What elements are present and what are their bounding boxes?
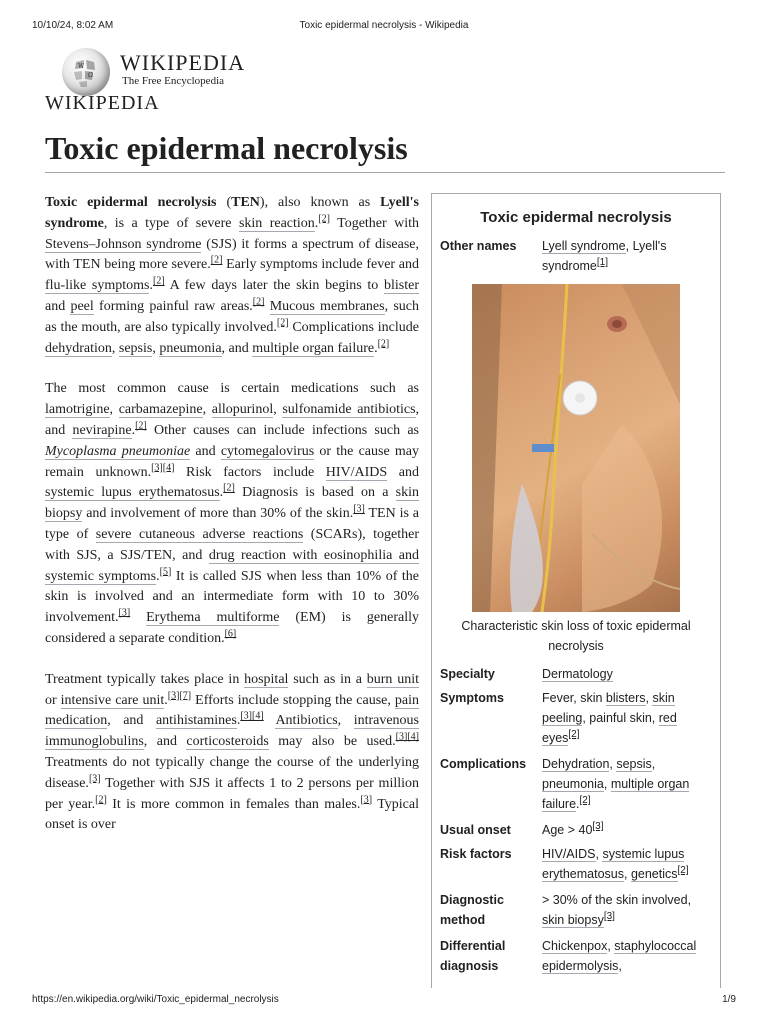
infobox-label: Usual onset xyxy=(440,823,511,837)
link-intensive-care-unit[interactable]: intensive care unit xyxy=(60,692,165,708)
link-skin-reaction[interactable]: skin reaction xyxy=(238,215,315,231)
link-mucous-membranes[interactable]: Mucous membranes xyxy=(269,298,385,314)
link-staphylococcal-epidermolysis[interactable]: staphylococcal epidermolysis xyxy=(542,939,697,973)
reference-link[interactable]: [2] xyxy=(377,337,390,349)
link-intravenous-immunoglobulins[interactable]: intravenous immunoglobulins xyxy=(45,713,420,750)
text: and xyxy=(190,443,221,459)
link-dress[interactable]: drug reaction with eosinophilia and systemic symptoms xyxy=(45,547,419,584)
text: Lyell's syndrome xyxy=(542,239,667,273)
text: It is called SJS when less than 10% of the skin is involved and an intermediate form with 10 to 30% involvement. xyxy=(45,568,420,626)
text: . xyxy=(374,340,378,356)
link-systemic-lupus[interactable]: systemic lupus erythematosus xyxy=(45,485,220,501)
infobox-label: Diagnostic method xyxy=(440,893,504,927)
infobox-row-complications xyxy=(432,754,720,814)
text: TEN is a type of xyxy=(45,506,420,542)
text: (SJS) it forms a spectrum of disease, with TEN being more severe. xyxy=(45,236,419,273)
link-scar[interactable]: severe cutaneous adverse reactions xyxy=(95,526,304,542)
link-dehydration[interactable]: Dehydration xyxy=(542,757,610,771)
link-antibiotics[interactable]: Antibiotics xyxy=(275,713,338,729)
print-page-title: Toxic epidermal necrolysis - Wikipedia xyxy=(299,20,469,31)
link-sepsis[interactable]: sepsis xyxy=(118,340,153,356)
text: such as in a xyxy=(288,671,367,687)
bold-term: TEN xyxy=(231,195,260,210)
text: forming painful raw areas. xyxy=(93,298,253,314)
link-burn-unit[interactable]: burn unit xyxy=(366,671,419,687)
text: Treatment typically takes place in xyxy=(45,671,245,687)
infobox-label: Specialty xyxy=(440,667,495,681)
reference-link[interactable]: [3] xyxy=(592,820,604,832)
text: Other causes can include infections such as xyxy=(146,422,419,438)
text: . xyxy=(219,485,224,501)
infobox xyxy=(431,193,721,988)
infobox-value: HIV/AIDS, systemic lupus erythematosus, genetics[2] xyxy=(542,847,689,881)
bold-term: Toxic epidermal necrolysis xyxy=(45,195,217,210)
link-corticosteroids[interactable]: corticosteroids xyxy=(186,734,269,750)
reference-link[interactable]: [5] xyxy=(159,565,172,577)
link-hiv-aids[interactable]: HIV/AIDS xyxy=(325,464,388,480)
infobox-image[interactable] xyxy=(472,284,680,612)
text: The most common cause is certain medications such as xyxy=(45,381,419,397)
paragraph-intro: Toxic epidermal necrolysis (TEN), also known as Lyell's syndrome, is a type of severe skin reaction.[2] Together with Stevens–Johnson syndrome (SJS) it forms a spectrum of disease, with TEN being more severe.[2] Early symptoms include fever and flu-like symptoms.[2] A few days later the skin begins to blister and peel forming painful raw areas.[2] Mucous membranes, such as the mouth, are also typically involved.[2] Complications include dehydration, sepsis, pneumonia, and multiple organ failure.[2] xyxy=(45,195,420,356)
reference-link[interactable]: [4] xyxy=(407,731,420,743)
link-dehydration[interactable]: dehydration xyxy=(45,340,112,356)
print-url: https://en.wikipedia.org/wiki/Toxic_epidermal_necrolysis xyxy=(32,994,279,1005)
text: . xyxy=(156,568,160,584)
text: may also be used. xyxy=(268,734,396,750)
skin-photo-illustration xyxy=(472,284,680,612)
infobox-label: Complications xyxy=(440,757,527,771)
text: . xyxy=(164,692,168,708)
link-skin-biopsy[interactable]: skin biopsy xyxy=(45,485,419,522)
text xyxy=(264,299,269,314)
link-systemic-lupus[interactable]: systemic lupus erythematosus xyxy=(542,847,685,881)
reference-link[interactable]: [2] xyxy=(276,317,289,329)
reference-link[interactable]: [3] xyxy=(88,773,101,785)
reference-link[interactable]: [4] xyxy=(252,710,264,722)
link-sepsis[interactable]: sepsis xyxy=(616,757,652,771)
text: ), also known as xyxy=(259,195,381,210)
text: , and xyxy=(221,340,253,356)
reference-link[interactable]: [2] xyxy=(252,296,265,308)
link-chickenpox[interactable]: Chickenpox xyxy=(542,939,608,953)
infobox-row-other-names xyxy=(432,236,720,276)
reference-link[interactable]: [3] xyxy=(360,793,373,805)
text: (EM) is generally considered a separate condition. xyxy=(45,610,419,646)
link-multiple-organ-failure[interactable]: multiple organ failure xyxy=(542,777,690,811)
text: , and xyxy=(45,402,420,438)
infobox-row-differential-diagnosis xyxy=(432,936,720,976)
svg-text:W: W xyxy=(78,63,85,70)
infobox-row-specialty xyxy=(432,664,720,684)
link-carbamazepine[interactable]: carbamazepine xyxy=(118,402,203,418)
text: or xyxy=(45,692,61,708)
wordmark: WIKIPEDIA xyxy=(120,50,246,75)
infobox-value xyxy=(542,820,712,840)
infobox-value xyxy=(542,236,712,276)
reference-link[interactable]: [2] xyxy=(135,420,147,432)
paragraph-causes xyxy=(45,379,419,649)
text: Early symptoms include fever and xyxy=(222,257,419,273)
link-lamotrigine[interactable]: lamotrigine xyxy=(45,402,110,418)
text: , xyxy=(109,402,119,418)
article-body xyxy=(45,193,419,856)
infobox-label: Symptoms xyxy=(440,691,504,705)
reference-link[interactable]: [6] xyxy=(224,628,237,640)
wikipedia-globe-icon xyxy=(62,48,110,96)
print-header xyxy=(0,0,768,48)
link-pneumonia[interactable]: pneumonia xyxy=(542,777,604,791)
link-mycoplasma-pneumoniae[interactable]: Mycoplasma pneumoniae xyxy=(45,443,191,459)
infobox-label: Risk factors xyxy=(440,847,512,861)
print-footer xyxy=(0,990,768,1010)
link-skin-biopsy[interactable]: skin biopsy xyxy=(542,913,604,927)
reference-link[interactable]: [3] xyxy=(118,607,131,619)
link-allopurinol[interactable]: allopurinol xyxy=(211,402,274,418)
svg-text:Ω: Ω xyxy=(88,72,93,79)
text: or the cause may remain unknown. xyxy=(45,443,419,480)
text xyxy=(130,610,146,625)
infobox-value xyxy=(542,890,712,930)
reference-link[interactable]: [4] xyxy=(162,461,175,473)
text: , xyxy=(645,691,653,705)
text: . xyxy=(236,713,241,729)
link-lyell-syndrome[interactable]: Lyell syndrome xyxy=(542,239,626,253)
text: Complications include xyxy=(288,319,420,335)
text: Age > 40 xyxy=(542,823,593,837)
tagline: The Free Encyclopedia xyxy=(122,75,225,87)
text: A few days later the skin begins to xyxy=(164,278,384,294)
infobox-value xyxy=(542,664,712,684)
infobox-value xyxy=(542,688,712,748)
text: Risk factors include xyxy=(174,464,326,480)
link-nevirapine[interactable]: nevirapine xyxy=(72,422,132,438)
text xyxy=(264,713,276,728)
text: Together with SJS it affects 1 to 2 persons per million per year. xyxy=(45,775,419,812)
text: and xyxy=(387,464,420,480)
print-date: 10/10/24, 8:02 AM xyxy=(32,20,114,31)
reference-link[interactable]: [2] xyxy=(223,482,235,494)
text: , is a type of severe xyxy=(103,215,239,231)
text: , xyxy=(152,340,160,356)
reference-link[interactable]: [3] xyxy=(151,461,163,473)
text: , painful skin, xyxy=(582,711,659,725)
text: , xyxy=(337,713,354,729)
link-hospital[interactable]: hospital xyxy=(244,671,289,687)
reference-link[interactable]: [2] xyxy=(318,213,330,225)
text: Together with xyxy=(329,215,419,231)
reference-link[interactable]: [7] xyxy=(179,689,192,701)
infobox-label: Differential diagnosis xyxy=(440,939,506,973)
infobox-row-symptoms xyxy=(432,688,720,748)
reference-link[interactable]: [3] xyxy=(603,910,615,922)
reference-link[interactable]: [3] xyxy=(240,710,253,722)
infobox-row-risk-factors xyxy=(432,844,720,884)
text: , xyxy=(273,402,283,418)
reference-link[interactable]: [3] xyxy=(353,503,365,515)
text: and involvement of more than 30% of the skin. xyxy=(82,506,354,522)
link-multiple-organ-failure[interactable]: multiple organ failure xyxy=(252,340,375,356)
wikipedia-logo[interactable] xyxy=(62,48,262,96)
reference-link[interactable]: [2] xyxy=(210,254,223,266)
page-title: Toxic epidermal necrolysis xyxy=(45,128,725,173)
link-hiv-aids[interactable]: HIV/AIDS xyxy=(542,847,596,861)
reference-link[interactable]: [2] xyxy=(677,864,689,876)
infobox-row-onset xyxy=(432,820,720,840)
link-peel[interactable]: peel xyxy=(70,298,94,314)
text: (SCARs), together with SJS, a SJS/TEN, and xyxy=(45,526,419,563)
text: , xyxy=(202,402,212,418)
text: Diagnosis is based on a xyxy=(234,485,396,501)
text: > 30% of the skin involved, xyxy=(542,893,692,907)
text: It is more common in females than males. xyxy=(106,796,361,812)
link-cytomegalovirus[interactable]: cytomegalovirus xyxy=(220,443,315,459)
link-blisters[interactable]: blisters xyxy=(605,691,646,705)
reference-link[interactable]: [2] xyxy=(152,275,165,287)
reference-link[interactable]: [2] xyxy=(568,728,580,740)
text: . xyxy=(131,422,136,438)
text: , xyxy=(625,239,633,253)
text: , xyxy=(111,340,119,356)
link-antihistamines[interactable]: antihistamines xyxy=(155,713,237,729)
infobox-value: Chickenpox, staphylococcal epidermolysis, xyxy=(542,939,697,973)
text: , and xyxy=(143,734,187,750)
infobox-value: Dehydration, sepsis, pneumonia, multiple organ failure.[2] xyxy=(542,757,690,811)
print-page-number: 1/9 xyxy=(722,994,736,1005)
reference-link[interactable]: [2] xyxy=(95,793,107,805)
text: Fever, skin xyxy=(542,691,606,705)
reference-link[interactable]: [2] xyxy=(579,794,591,806)
text: ( xyxy=(216,195,232,210)
link-sjs[interactable]: Stevens–Johnson syndrome xyxy=(45,236,202,252)
text: Efforts include stopping the cause, xyxy=(191,692,395,708)
text: , such as the mouth, are also typically involved. xyxy=(45,298,419,335)
text: Typical onset is over xyxy=(45,796,420,833)
infobox-caption: Characteristic skin loss of toxic epidermal necrolysis xyxy=(461,619,691,653)
link-erythema-multiforme[interactable]: Erythema multiforme xyxy=(146,610,280,626)
wordmark-secondary: WIKIPEDIA xyxy=(45,92,160,114)
bold-term: Lyell's syndrome xyxy=(45,195,419,231)
link-blister[interactable]: blister xyxy=(384,278,419,294)
infobox-title: Toxic epidermal necrolysis xyxy=(480,209,672,226)
text: , xyxy=(618,959,622,973)
text: , and xyxy=(107,713,156,729)
infobox-label: Other names xyxy=(440,239,517,253)
text: Treatments do not typically change the course of the underlying disease. xyxy=(45,754,419,791)
link-red-eyes[interactable]: red eyes xyxy=(542,711,677,745)
link-sulfonamide-antibiotics[interactable]: sulfonamide antibiotics xyxy=(282,402,416,418)
infobox-row-diagnostic-method xyxy=(432,890,720,930)
text: and xyxy=(45,298,71,314)
link-flu-like-symptoms[interactable]: flu-like symptoms xyxy=(45,278,150,294)
paragraph-treatment xyxy=(45,670,419,836)
reference-link[interactable]: [3] xyxy=(395,731,408,743)
link-genetics[interactable]: genetics xyxy=(630,867,678,881)
reference-link[interactable]: [3] xyxy=(167,689,180,701)
link-skin-peeling[interactable]: skin peeling xyxy=(542,691,675,725)
link-dermatology[interactable]: Dermatology xyxy=(542,667,613,681)
link-pneumonia[interactable]: pneumonia xyxy=(159,340,222,356)
link-pain-medication[interactable]: pain medication xyxy=(45,692,419,729)
reference-link[interactable]: [1] xyxy=(596,256,609,268)
